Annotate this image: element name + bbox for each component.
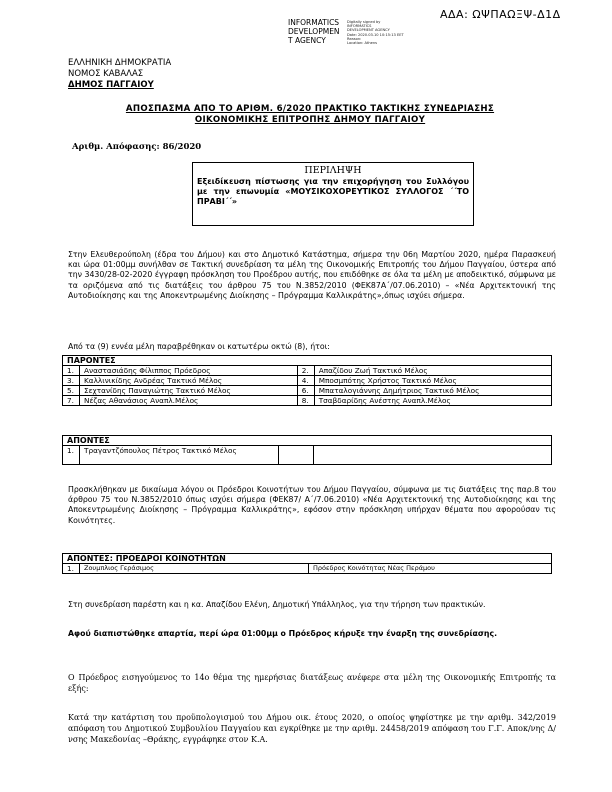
digital-signature-stamp xyxy=(347,20,404,45)
informatics-line: T AGENCY xyxy=(288,36,326,45)
community-presidents-paragraph: Προσκλήθηκαν με δικαίωμα λόγου οι Πρόεδροι Κοινοτήτων του Δήμου Παγγαίου, σύμφωνα με τις διατάξεις της παρ.8 του άρθρου 75 του Ν.3852/2010 όπως ισχύει σήμερα (ΦΕΚ87/ Α΄/7.06.2010) «Νέα Αρχιτεκτονική της Αυτοδιοίκησης και της Αποκεντρωμένης Διοίκησης – Πρόγραμμα Καλλικράτης», εφόσον στην πρόσκληση υπήρχαν θέματα που αφορούσαν τις Κοινότητες. xyxy=(68,485,556,525)
row-number: 1. xyxy=(63,366,80,376)
table-row xyxy=(63,396,552,406)
table-row xyxy=(63,386,552,396)
gov-line: ΕΛΛΗΝΙΚΗ ΔΗΜΟΚΡΑΤΙΑ xyxy=(68,58,172,68)
absent-heading: ΑΠΟΝΤΕΣ xyxy=(63,436,552,446)
quorum-paragraph: Αφού διαπιστώθηκε απαρτία, περί ώρα 01:00μμ ο Πρόεδρος κήρυξε την έναρξη της συνεδρίασης. xyxy=(68,629,498,638)
member-name: Τσαβδαρίδης Ανέστης Αναπλ.Μέλος xyxy=(314,396,551,406)
document-title xyxy=(60,104,560,126)
ada-code: ΑΔΑ: ΩΨΠΑΩΞΨ-Δ1Δ xyxy=(440,8,561,21)
table-row xyxy=(63,446,552,465)
signature-line: Location: Athens xyxy=(347,41,377,46)
member-name: Σεχτανίδης Παναγιώτης Τακτικό Μέλος xyxy=(80,386,298,396)
president-role: Πρόεδρος Κοινότητας Νέας Περάμου xyxy=(309,564,552,574)
budget-paragraph: Κατά την κατάρτιση του προϋπολογισμού του Δήμου οικ. έτους 2020, ο οποίος ψηφίστηκε με την αριθμ. 342/2019 απόφαση του Δημοτικού Συμβουλίου Παγγαίου και εγκρίθηκε με την αριθμ. 24458/2019 απόφαση του Γ.Γ. Αποκ/νης Δ/νσης Μακεδονίας –Θράκης, εγγράφηκε στον Κ.Α. xyxy=(68,713,556,744)
summary-text: Εξειδίκευση πίστωσης για την επιχορήγηση του Συλλόγου με την επωνυμία «ΜΟΥΣΙΚΟΧΟΡΕΥΤΙΚΟΣ ΣΥΛΛΟΓΟΣ ΄΄ΤΟ ΠΡΑΒΙ΄΄» xyxy=(197,177,469,206)
informatics-label xyxy=(288,18,340,45)
row-number: 7. xyxy=(63,396,80,406)
row-number xyxy=(279,446,314,465)
row-number: 3. xyxy=(63,376,80,386)
summary-box xyxy=(192,162,474,226)
absent-presidents-table xyxy=(62,553,552,574)
row-number: 2. xyxy=(297,366,314,376)
member-name: Μποσμπότης Χρήστος Τακτικό Μέλος xyxy=(314,376,551,386)
government-header xyxy=(68,58,171,91)
member-name: Νέζας Αθανάσιος Αναπλ.Μέλος xyxy=(80,396,298,406)
signature-line: Date: 2020.03.10 10:15:13 EET xyxy=(347,32,404,37)
agenda-paragraph: Ο Πρόεδρος εισηγούμενος το 14ο θέμα της ημερήσιας διατάξεως ανέφερε στα μέλη της Οικονομικής Επιτροπής τα εξής: xyxy=(68,673,556,693)
municipality-name: ΔΗΜΟΣ ΠΑΓΓΑΙΟΥ xyxy=(68,80,154,90)
present-members-table xyxy=(62,355,552,406)
table-row xyxy=(63,564,552,574)
title-line: ΑΠΟΣΠΑΣΜΑ ΑΠΟ ΤΟ ΑΡΙΘΜ. 6/2020 ΠΡΑΚΤΙΚΟ ΤΑΚΤΙΚΗΣ ΣΥΝΕΔΡΙΑΣΗΣ xyxy=(125,104,495,114)
member-name xyxy=(314,446,552,465)
row-number: 1. xyxy=(63,564,80,574)
attendance-paragraph: Από τα (9) εννέα μέλη παραβρέθηκαν οι κατωτέρω οκτώ (8), ήτοι: xyxy=(68,342,330,351)
secretary-paragraph: Στη συνεδρίαση παρέστη και η κα. Απαζίδου Ελένη, Δημοτική Υπάλληλος, για την τήρηση των πρακτικών. xyxy=(68,600,486,609)
gov-line: ΝΟΜΟΣ ΚΑΒΑΛΑΣ xyxy=(68,69,144,79)
signature-line: DEVELOPMENT AGENCY xyxy=(347,28,390,33)
member-name: Καλλινικίδης Ανδρέας Τακτικό Μέλος xyxy=(80,376,298,386)
informatics-line: DEVELOPMEN xyxy=(288,27,340,36)
member-name: Μπαταλογιάννης Δημήτριος Τακτικό Μέλος xyxy=(314,386,551,396)
table-row xyxy=(63,376,552,386)
title-line: ΟΙΚΟΝΟΜΙΚΗΣ ΕΠΙΤΡΟΠΗΣ ΔΗΜΟΥ ΠΑΓΓΑΙΟΥ xyxy=(194,115,426,125)
summary-heading: ΠΕΡΙΛΗΨΗ xyxy=(304,165,362,176)
member-name: Απαζίδου Ζωή Τακτικό Μέλος xyxy=(314,366,551,376)
row-number: 1. xyxy=(63,446,80,465)
member-name: Αναστασιάδης Φίλιππος Πρόεδρος xyxy=(80,366,298,376)
row-number: 4. xyxy=(297,376,314,386)
table-row xyxy=(63,366,552,376)
row-number: 6. xyxy=(297,386,314,396)
member-name: Τραγαντζόπουλος Πέτρος Τακτικό Μέλος xyxy=(80,446,279,465)
decision-number: Αριθμ. Απόφασης: 86/2020 xyxy=(72,142,202,152)
signature-line: Digitally signed by xyxy=(347,20,381,24)
row-number: 5. xyxy=(63,386,80,396)
absent-presidents-heading: ΑΠΟΝΤΕΣ: ΠΡΟΕΔΡΟΙ ΚΟΙΝΟΤΗΤΩΝ xyxy=(63,554,552,564)
president-name: Ζουμπλιος Γεράσιμος xyxy=(80,564,309,574)
signature-line: Reason: xyxy=(347,36,362,41)
absent-members-table xyxy=(62,435,552,465)
intro-paragraph: Στην Ελευθερούπολη (έδρα του Δήμου) και στο Δημοτικό Κατάστημα, σήμερα την 06η Μαρτίου 2020, ημέρα Παρασκευή και ώρα 01:00μμ συνήλθαν σε Τακτική συνεδρίαση τα μέλη της Οικονομικής Επιτροπής του Δήμου Παγγαίου, ύστερα από την 3430/28-02-2020 έγγραφη πρόσκληση του Προέδρου αυτής, που επιδόθηκε σε όλα τα μέλη με αποδεικτικό, σύμφωνα με τα οριζόμενα από τις διατάξεις του άρθρου 75 του Ν.3852/2010 (ΦΕΚ87Α΄/07.06.2010) – «Νέα Αρχιτεκτονική της Αυτοδιοίκησης και της Αποκεντρωμένης Διοίκησης – Πρόγραμμα Καλλικράτης»,όπως ισχύει σήμερα. xyxy=(68,250,556,300)
signature-line: INFORMATICS xyxy=(347,24,372,29)
informatics-line: INFORMATICS xyxy=(288,18,340,27)
present-heading: ΠΑΡΟΝΤΕΣ xyxy=(63,356,552,366)
row-number: 8. xyxy=(297,396,314,406)
